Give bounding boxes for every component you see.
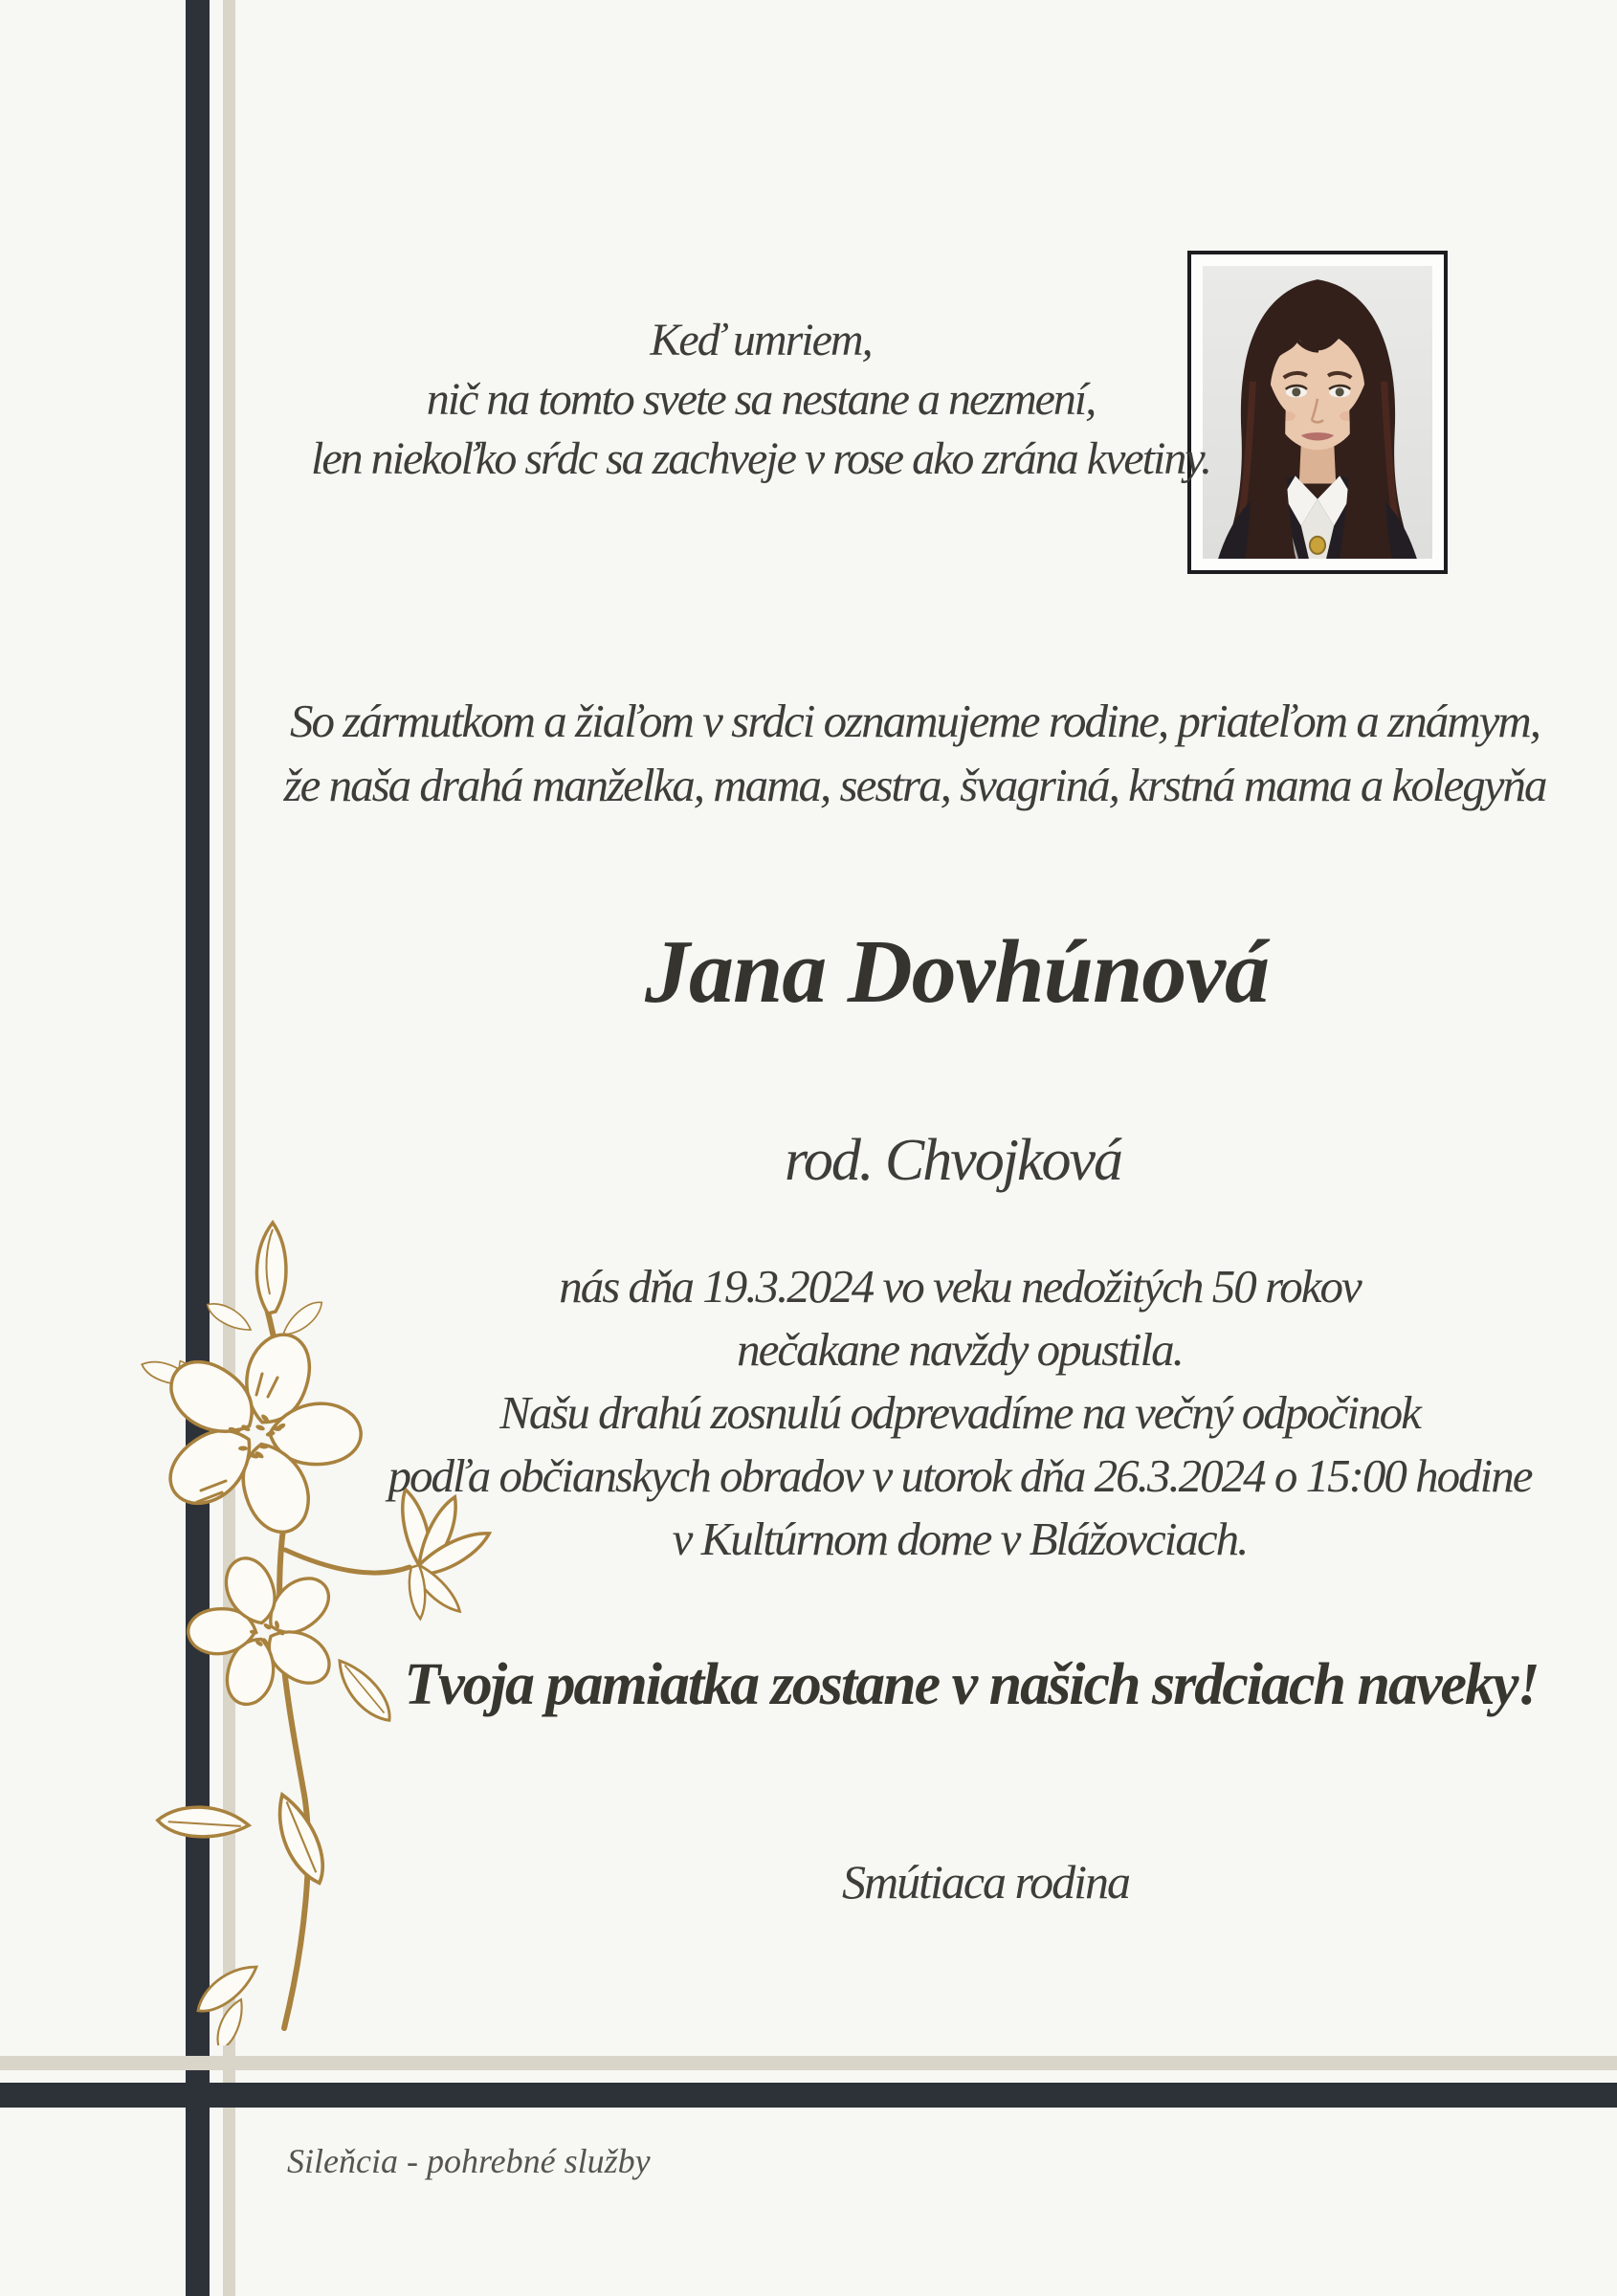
details-line: v Kultúrnom dome v Blážovciach. [672, 1512, 1248, 1565]
maiden-name: rod. Chvojková [785, 1128, 1121, 1193]
poem-line: Keď umriem, [650, 315, 872, 365]
poem-line: nič na tomto svete sa nestane a nezmení, [426, 374, 1096, 425]
details-line: podľa občianskych obradov v utorok dňa 26.3.2024 o 15:00 hodine [388, 1449, 1532, 1502]
signature-line: Smútiaca rodina [841, 1855, 1130, 1909]
deceased-name: Jana Dovhúnová [645, 922, 1269, 1022]
details-line: nečakane navždy opustila. [737, 1323, 1183, 1376]
portrait-illustration [1203, 266, 1432, 559]
details-line: nás dňa 19.3.2024 vo veku nedožitých 50 rokov [559, 1260, 1361, 1313]
announcement-line: že naša drahá manželka, mama, sestra, švagriná, krstná mama a kolegyňa [283, 759, 1546, 811]
portrait-photo [1187, 251, 1448, 574]
bottom-horizontal-beige-line [0, 2056, 1617, 2070]
bottom-horizontal-dark-line [0, 2083, 1617, 2108]
poem [311, 311, 1210, 489]
announcement [284, 689, 1546, 817]
announcement-line: So zármutkom a žiaľom v srdci oznamujeme rodine, priateľom a známym, [289, 695, 1539, 747]
funeral-details [388, 1255, 1531, 1571]
memory-line: Tvoja pamiatka zostane v našich srdciach naveky! [404, 1652, 1539, 1717]
details-line: Našu drahú zosnulú odprevadíme na večný odpočinok [499, 1386, 1420, 1439]
poem-line: len niekoľko sŕdc sa zachveje v rose ako zrána kvetiny. [310, 433, 1211, 484]
funeral-service-label: Sileňcia - pohrebné služby [287, 2142, 651, 2180]
